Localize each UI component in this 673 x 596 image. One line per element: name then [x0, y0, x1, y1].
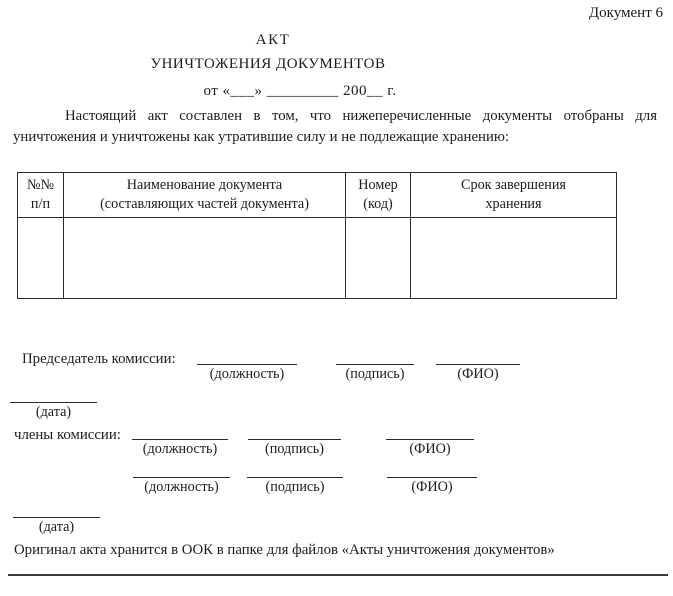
signature-line	[436, 351, 520, 365]
col-header-term-line2: хранения	[485, 196, 542, 213]
member2-name-field	[387, 464, 477, 496]
col-header-name	[64, 173, 346, 218]
member1-signature-field	[248, 426, 341, 458]
col-header-number-line1: №№	[26, 177, 55, 193]
bottom-divider	[8, 574, 668, 576]
cell-name	[64, 218, 346, 299]
date-caption: (дата)	[38, 519, 75, 535]
col-header-name-line1: Наименование документа	[126, 177, 283, 193]
table-header-row	[18, 173, 617, 218]
intro-paragraph: Настоящий акт составлен в том, что нижеперечисленные документы отобраны для уничтожения и уничтожены как утратившие силу и не подлежащие хранению:	[13, 108, 657, 145]
cell-term	[411, 218, 617, 299]
table-row	[18, 218, 617, 299]
chairman-label: Председатель комиссии:	[22, 351, 176, 367]
chairman-date-field	[10, 389, 97, 421]
date-line-rule	[13, 504, 100, 518]
chairman-signature-field	[336, 351, 414, 383]
col-header-code-line1: Номер	[358, 177, 398, 193]
date-line-rule	[10, 389, 97, 403]
members-date-field	[13, 504, 100, 536]
date-caption: (дата)	[35, 404, 72, 420]
act-subtitle: УНИЧТОЖЕНИЯ ДОКУМЕНТОВ	[150, 56, 386, 72]
signature-caption: (подпись)	[265, 479, 325, 495]
date-line: от «___» _________ 200__ г.	[203, 83, 397, 99]
act-title: АКТ	[255, 32, 291, 48]
name-caption: (ФИО)	[409, 441, 451, 457]
name-caption: (ФИО)	[457, 366, 499, 382]
signature-line	[197, 351, 297, 365]
documents-table	[17, 172, 617, 299]
col-header-number	[18, 173, 64, 218]
position-caption: (должность)	[209, 366, 285, 382]
chairman-name-field	[436, 351, 520, 383]
signature-caption: (подпись)	[265, 441, 324, 457]
name-caption: (ФИО)	[411, 479, 453, 495]
storage-note: Оригинал акта хранится в ООК в папке для файлов «Акты уничтожения документов»	[14, 542, 555, 558]
signature-line	[247, 464, 343, 478]
member2-position-field	[133, 464, 230, 496]
signature-line	[336, 351, 414, 365]
position-caption: (должность)	[142, 441, 218, 457]
col-header-name-line2: (составляющих частей документа)	[100, 196, 309, 213]
signature-line	[386, 426, 474, 440]
col-header-term-line1: Срок завершения	[461, 177, 566, 193]
col-header-number-line2: п/п	[30, 196, 51, 213]
col-header-code-line2: (код)	[363, 196, 393, 213]
chairman-position-field	[197, 351, 297, 383]
cell-code	[346, 218, 411, 299]
signature-line	[133, 464, 230, 478]
document-number-label: Документ 6	[588, 5, 663, 21]
member2-signature-field	[247, 464, 343, 496]
signature-line	[132, 426, 228, 440]
signature-line	[248, 426, 341, 440]
member1-position-field	[132, 426, 228, 458]
cell-number	[18, 218, 64, 299]
member1-name-field	[386, 426, 474, 458]
signature-line	[387, 464, 477, 478]
col-header-code	[346, 173, 411, 218]
signature-caption: (подпись)	[345, 366, 405, 382]
col-header-term	[411, 173, 617, 218]
position-caption: (должность)	[144, 479, 219, 495]
members-label: члены комиссии:	[14, 427, 121, 443]
